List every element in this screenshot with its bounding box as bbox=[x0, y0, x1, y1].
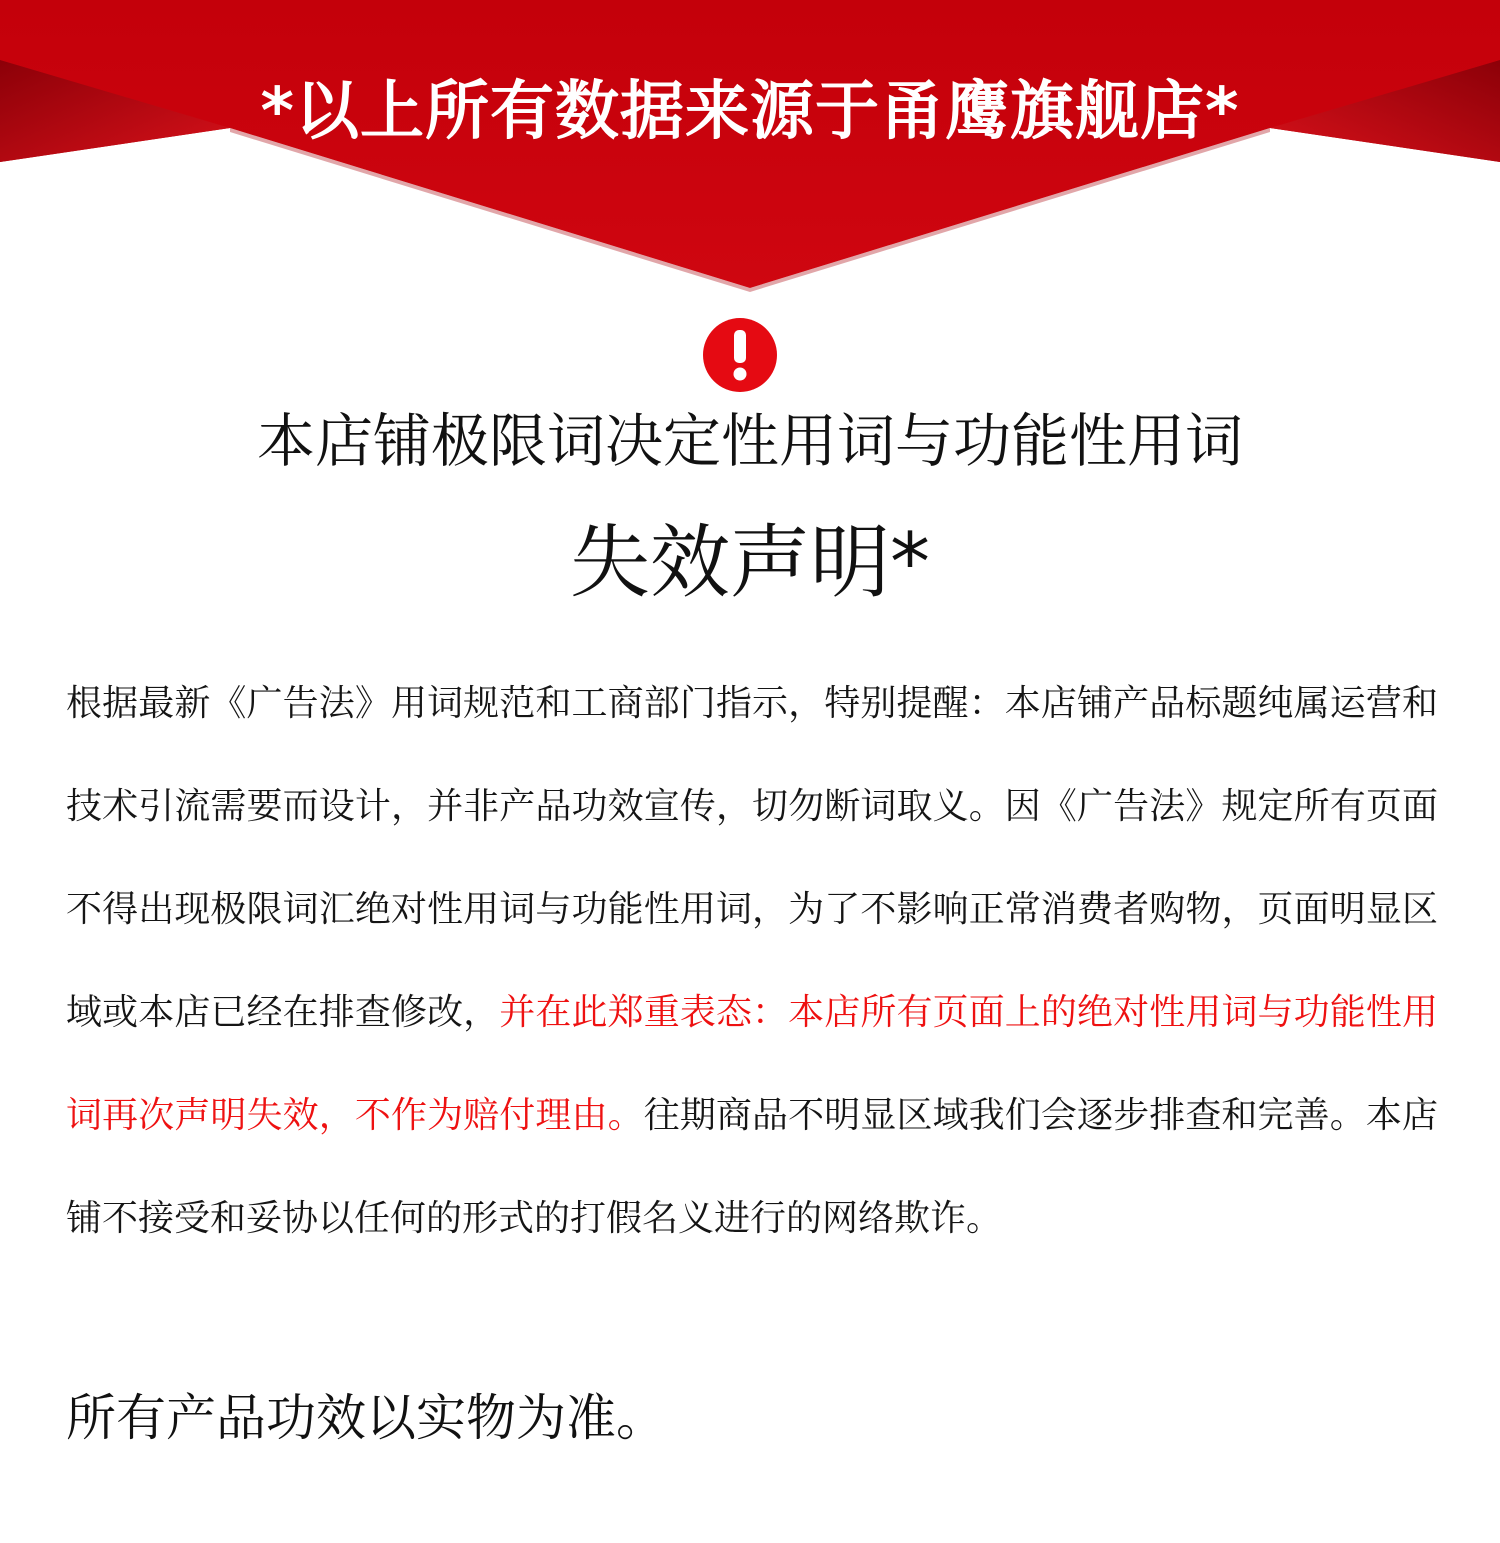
notice-body bbox=[66, 652, 1438, 1270]
exclamation-circle-icon bbox=[702, 317, 778, 393]
banner-title: *以上所有数据来源于甬鹰旗舰店* bbox=[260, 75, 1240, 149]
notice-body-text: 根据最新《广告法》用词规范和工商部门指示，特别提醒：本店铺产品标题纯属运营和技术引流需要而设计，并非产品功效宣传，切勿断词取义。因《广告法》规定所有页面不得出现极限词汇绝对性用词与功能性用词，为了不影响正常消费者购物，页面明显区域或本店已经在排查修改， bbox=[66, 683, 1438, 1033]
notice-title: 失效声明* bbox=[570, 516, 930, 609]
notice-body-text-end: 往期商品不明显区域我们会逐步排查和完善。本店铺不接受和妥协以任何的形式的打假名义进行的网络欺诈。 bbox=[66, 1095, 1438, 1239]
notice-heading: 本店铺极限词决定性用词与功能性用词 bbox=[256, 407, 1243, 475]
notice-body-highlight: 并在此郑重表态：本店所有页面上的绝对性用词与功能性用词再次声明失效，不作为赔付理由。 bbox=[66, 992, 1438, 1136]
footer-note: 所有产品功效以实物为准。 bbox=[66, 1389, 666, 1447]
